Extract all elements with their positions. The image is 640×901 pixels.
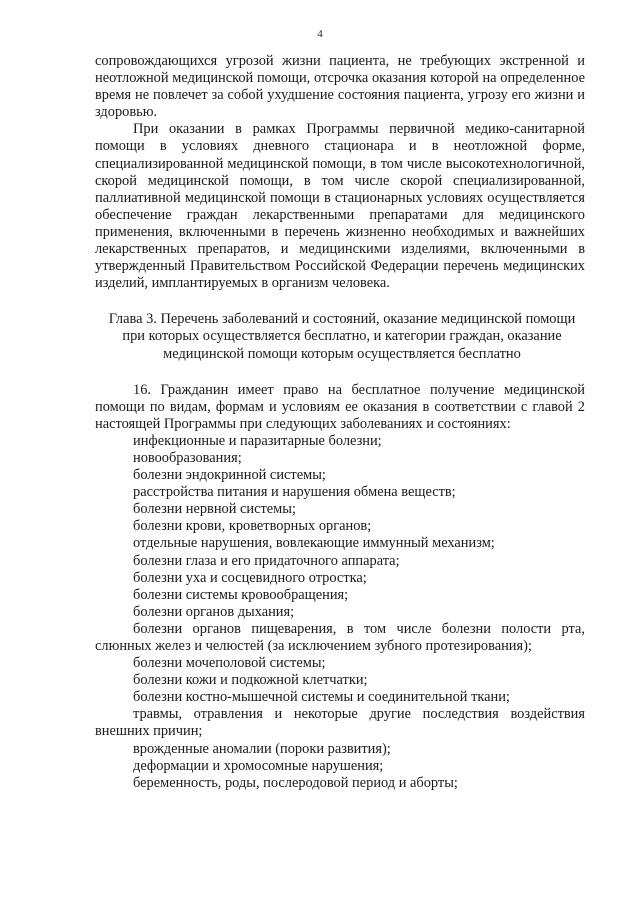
chapter-title: Глава 3. Перечень заболеваний и состояний, оказание медицинской помощи при которых осуществляется бесплатно, и категории граждан, оказание медицинской помощи которым осуществляется бесплатно [108,311,576,362]
list-item: болезни уха и сосцевидного отростка; [133,569,367,586]
conditions-list [95,433,585,792]
list-item: болезни эндокринной системы; [133,467,326,484]
paragraph-16: 16. Гражданин имеет право на бесплатное получение медицинской помощи по видам, формам и условиям ее оказания в соответствии с главой 2 настоящей Программы при следующих заболеваниях и состояниях: [95,381,585,432]
list-item: болезни костно-мышечной системы и соединительной ткани; [133,689,510,706]
list-item: болезни системы кровообращения; [133,586,349,603]
page-number: 4 [317,28,323,40]
list-item: болезни глаза и его придаточного аппарата; [133,552,400,569]
paragraph-drug-provision: При оказании в рамках Программы первичной медико-санитарной помощи в условиях дневного стационара и в неотложной форме, специализированной медицинской помощи, в том числе высокотехнологичной, скорой медицинской помощи, в том числе скорой специализированной, паллиативной медицинской помощи в стационарных условиях осуществляется обеспечение граждан лекарственными препаратами для медицинского применения, включенными в перечень жизненно необходимых и важнейших лекарственных препаратов, и медицинскими изделиями, включенными в утвержденный Правительством Российской Федерации перечень медицинских изделий, имплантируемых в организм человека. [95,121,585,292]
list-item: беременность, роды, послеродовой период и аборты; [133,774,458,791]
list-item: отдельные нарушения, вовлекающие иммунный механизм; [133,535,495,552]
list-item: болезни крови, кроветворных органов; [133,518,372,535]
list-item: болезни кожи и подкожной клетчатки; [133,672,368,689]
list-item: болезни органов дыхания; [133,603,295,620]
list-item: болезни нервной системы; [133,501,296,518]
list-item: инфекционные и паразитарные болезни; [133,432,382,449]
list-item: врожденные аномалии (пороки развития); [133,740,391,757]
paragraph-continuation: сопровождающихся угрозой жизни пациента, не требующих экстренной и неотложной медицинской помощи, отсрочка оказания которой на определенное время не повлечет за собой ухудшение состояния пациента, угрозу его жизни и здоровью. [95,53,585,121]
list-item: болезни мочеполовой системы; [133,655,326,672]
document-body [95,53,585,792]
list-item: расстройства питания и нарушения обмена веществ; [133,484,456,501]
list-item: травмы, отравления и некоторые другие последствия воздействия внешних причин; [95,706,585,740]
list-item: болезни органов пищеварения, в том числе болезни полости рта, слюнных желез и челюстей (за исключением зубного протезирования); [95,620,585,654]
list-item: деформации и хромосомные нарушения; [133,757,384,774]
list-item: новообразования; [133,449,242,466]
